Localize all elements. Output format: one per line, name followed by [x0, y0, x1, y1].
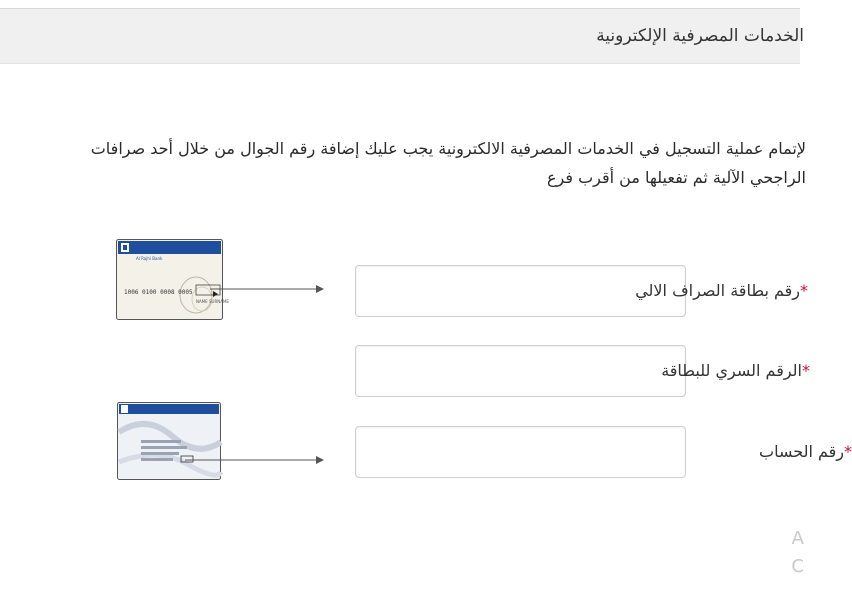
card-holder: NAME SURNAME	[196, 299, 229, 304]
required-mark: *	[802, 361, 810, 380]
card-back-image	[117, 402, 221, 480]
required-mark: *	[844, 442, 852, 461]
arrow-icon	[210, 282, 325, 296]
card-pin-input[interactable]	[355, 345, 686, 397]
card-pin-label: *الرقم السري للبطاقة	[661, 361, 810, 380]
edge-glyph-top: A	[791, 528, 804, 549]
edge-glyph-bottom: C	[791, 556, 804, 577]
card-number: 1006 0100 0008 0005	[124, 289, 193, 296]
atm-card-number-label: *رقم بطاقة الصراف الالي	[635, 281, 808, 300]
page-header	[0, 8, 804, 64]
required-mark: *	[800, 281, 808, 300]
page-title: الخدمات المصرفية الإلكترونية	[596, 26, 804, 46]
account-number-input[interactable]	[355, 426, 686, 478]
intro-line-2: الراجحي الآلية ثم تفعيلها من أقرب فرع	[546, 168, 806, 187]
intro-text	[90, 134, 806, 192]
card-front-image	[116, 239, 229, 320]
intro-line-1: لإتمام عملية التسجيل في الخدمات المصرفية الالكترونية يجب عليك إضافة رقم الجوال من خلال أحد صرافات	[90, 139, 806, 158]
account-number-label: *رقم الحساب	[759, 442, 852, 461]
arrow-icon	[185, 453, 325, 467]
svg-text:Al Rajhi Bank: Al Rajhi Bank	[136, 256, 163, 261]
top-gap	[0, 0, 800, 8]
